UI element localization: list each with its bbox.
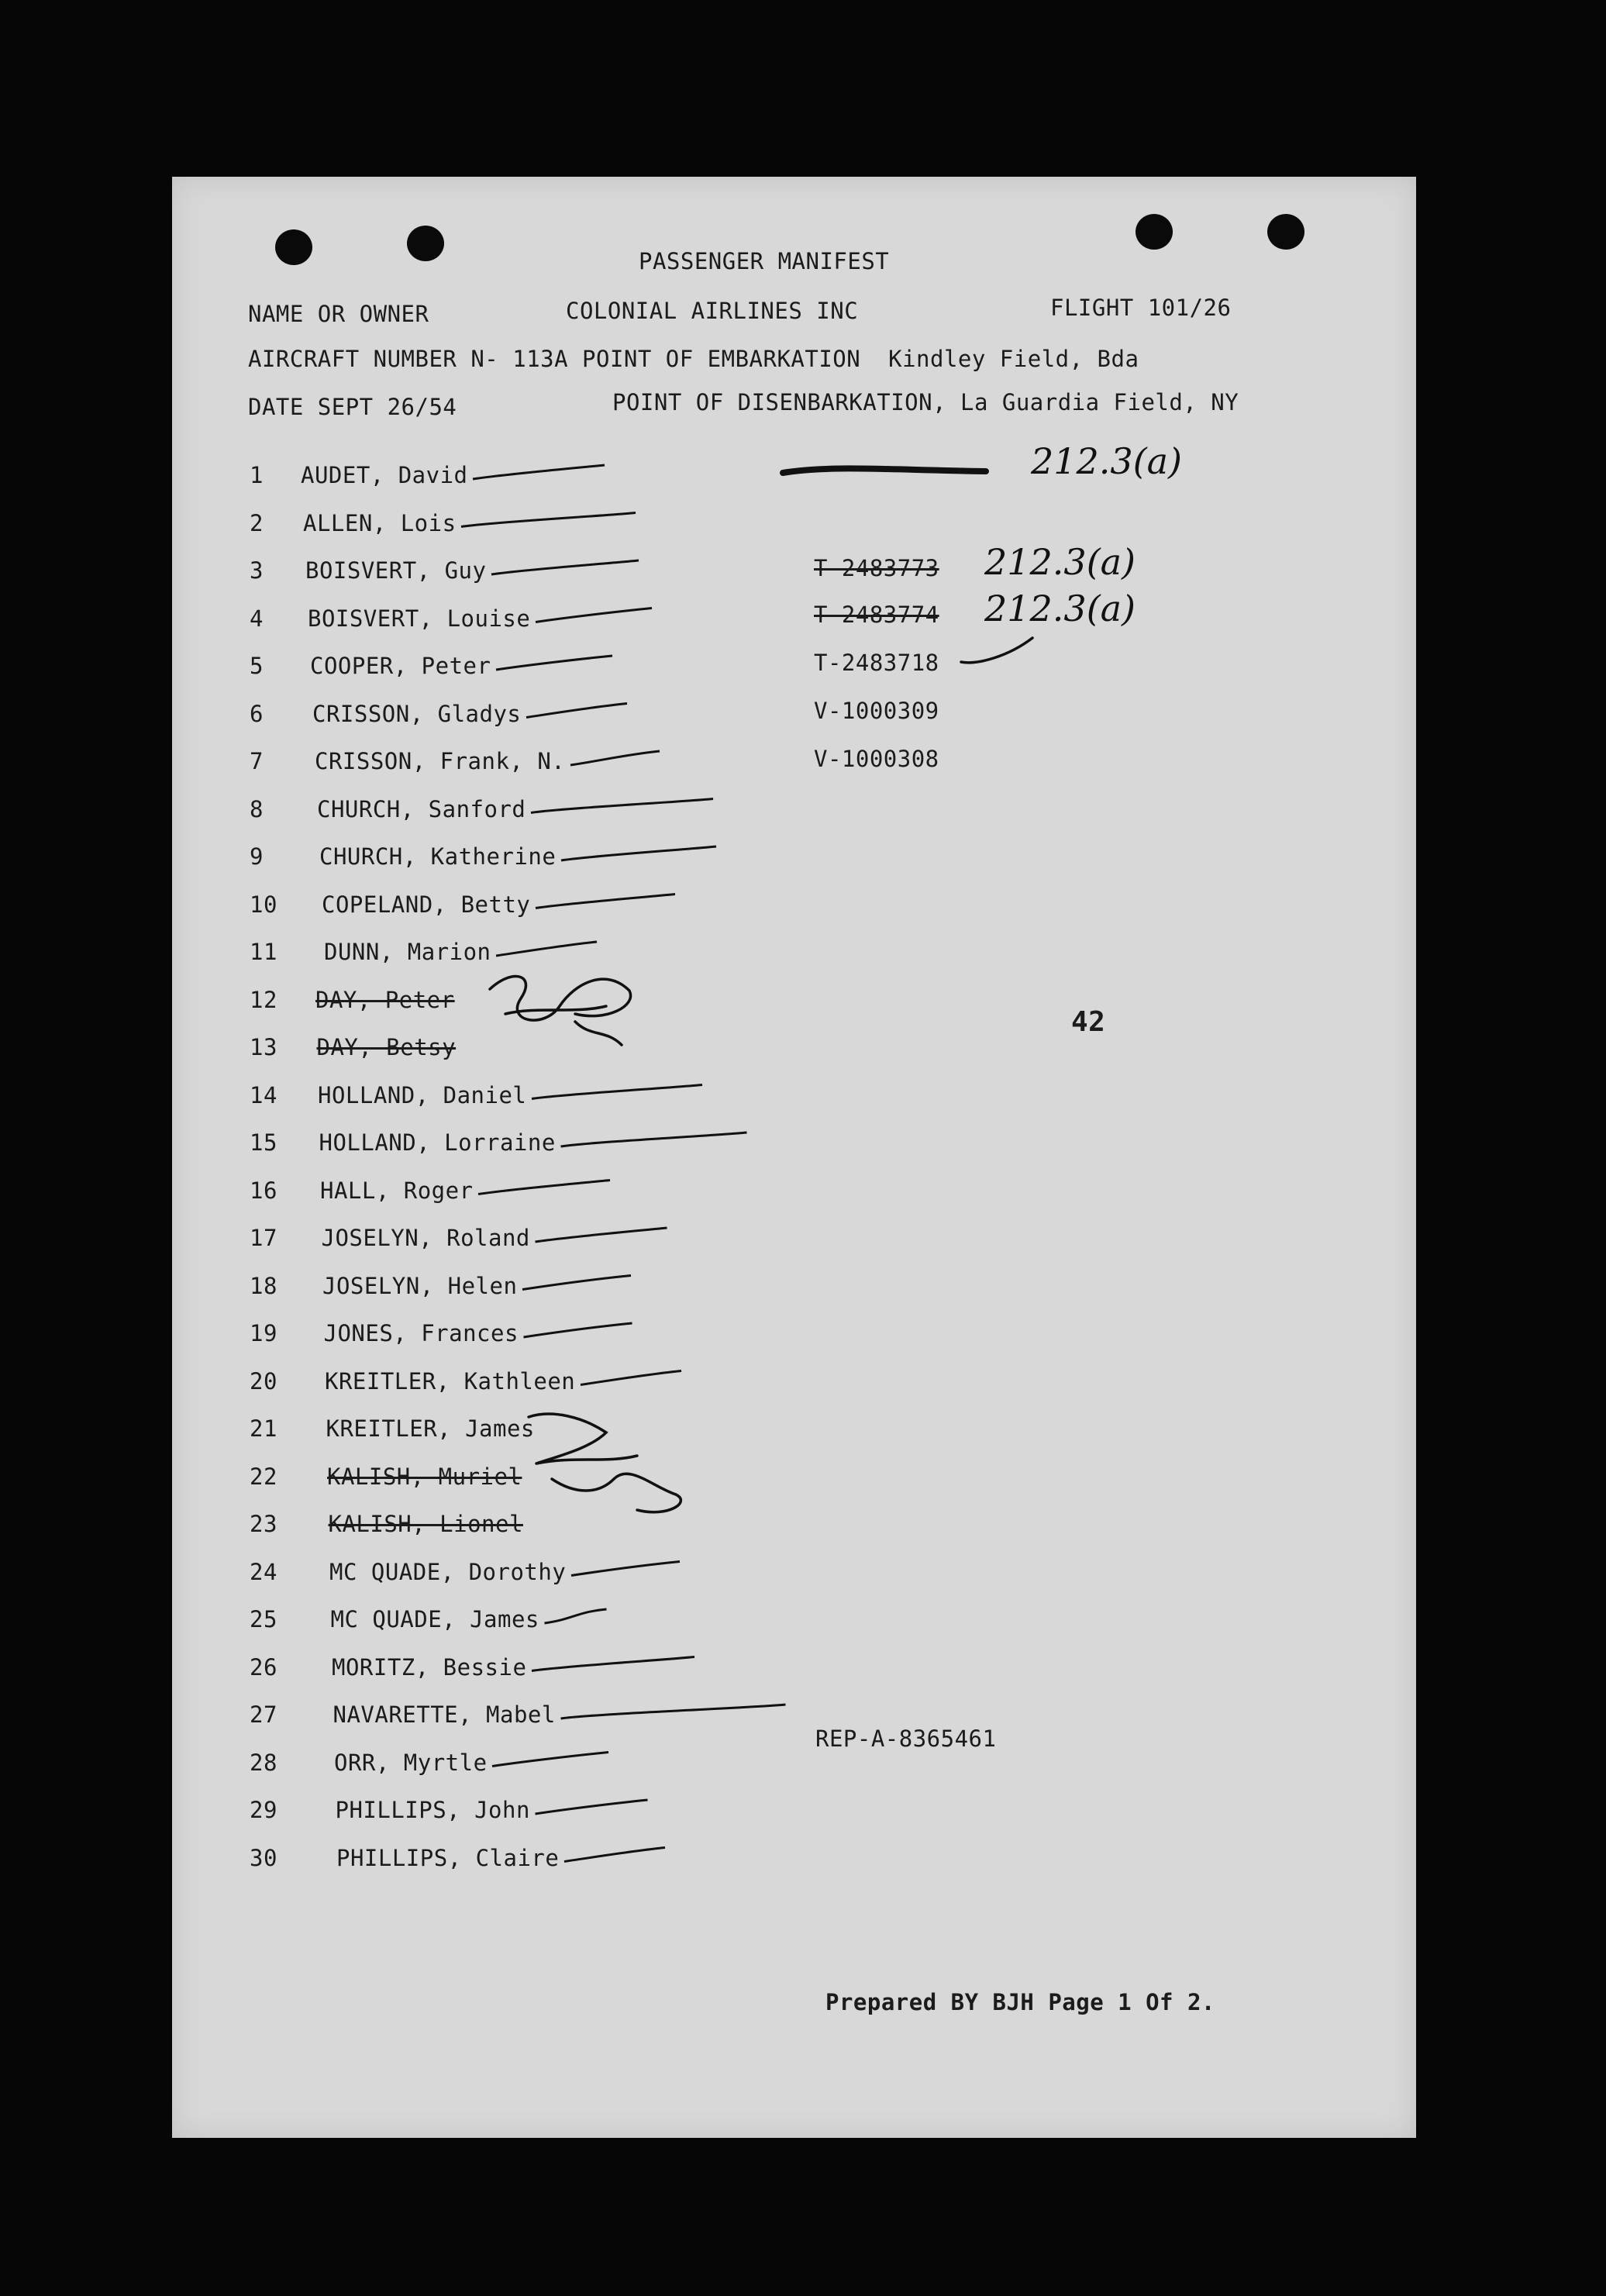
passenger-name: MC QUADE, Dorothy: [329, 1558, 567, 1585]
passport-number: T-2483774: [814, 602, 939, 628]
passport-number: T-2483773: [814, 555, 939, 581]
tick-line: [473, 465, 605, 479]
passenger-name: JONES, Frances: [323, 1320, 519, 1346]
aircraft-embarkation: AIRCRAFT NUMBER N- 113A POINT OF EMBARKATION Kindley Field, Bda: [248, 346, 1139, 372]
passenger-name: PHILLIPS, Claire: [336, 1844, 560, 1871]
row-number: 22: [250, 1463, 277, 1490]
manifest-date: DATE SEPT 26/54: [248, 394, 457, 420]
tick-line: [526, 704, 627, 718]
row-number: 19: [250, 1320, 277, 1346]
prepared-by-footer: Prepared BY BJH Page 1 Of 2.: [825, 1989, 1215, 2015]
owner-label: NAME OR OWNER: [248, 301, 429, 327]
passenger-name: KALISH, Lionel: [328, 1511, 523, 1537]
handwritten-note: 212.3(a): [984, 541, 1136, 583]
passenger-name: CHURCH, Katherine: [319, 843, 557, 870]
tick-line: [581, 1371, 681, 1385]
tick-line: [496, 656, 612, 670]
row-number: 10: [250, 891, 277, 918]
passenger-name: KREITLER, James: [326, 1415, 535, 1442]
row-number: 17: [250, 1225, 277, 1251]
passenger-name: MC QUADE, James: [330, 1606, 539, 1632]
passenger-name: KREITLER, Kathleen: [325, 1367, 576, 1394]
tick-line: [478, 1181, 610, 1195]
row-number: 14: [250, 1081, 277, 1108]
passenger-name: JOSELYN, Roland: [321, 1225, 530, 1251]
tick-line: [536, 1228, 667, 1242]
passenger-name: COOPER, Peter: [310, 653, 491, 679]
passenger-name: DAY, Betsy: [316, 1034, 457, 1060]
tick-line: [531, 799, 713, 813]
passenger-name: MORITZ, Bessie: [332, 1653, 527, 1681]
tick-line: [496, 942, 597, 956]
tick-line: [570, 751, 660, 765]
handwritten-note: 212.3(a): [984, 588, 1136, 629]
tick-line: [571, 1562, 680, 1576]
passenger-name: CRISSON, Gladys: [312, 700, 522, 727]
tick-line: [564, 1848, 665, 1862]
row-number: 24: [250, 1558, 277, 1585]
row-number: 13: [250, 1034, 277, 1060]
manifest-page: [172, 177, 1416, 2138]
passenger-name: CRISSON, Frank, N.: [315, 748, 566, 774]
passenger-name: DAY, Peter: [315, 986, 455, 1013]
flight-number: FLIGHT 101/26: [1050, 295, 1232, 321]
check-mark: [961, 638, 1032, 663]
scribble-strike: [783, 468, 986, 473]
row-number: 2: [250, 509, 264, 536]
tick-line: [545, 1609, 607, 1623]
passport-number: V-1000309: [814, 698, 939, 724]
passenger-name: COPELAND, Betty: [322, 891, 531, 918]
tick-line: [492, 1753, 608, 1767]
manifest-title: PASSENGER MANIFEST: [639, 248, 890, 274]
row-number: 25: [250, 1606, 277, 1632]
tick-line: [461, 513, 636, 527]
row-number: 11: [250, 939, 277, 965]
page-stamp-number: 42: [1071, 1006, 1106, 1038]
passenger-name: ORR, Myrtle: [334, 1749, 488, 1776]
passport-number: V-1000308: [814, 746, 939, 772]
passenger-name: HOLLAND, Lorraine: [319, 1129, 556, 1156]
row-number: 5: [250, 653, 264, 679]
passport-number: T-2483718: [814, 650, 939, 676]
row-number: 7: [250, 748, 264, 774]
tick-line: [561, 846, 716, 860]
passenger-name: AUDET, David: [301, 462, 468, 488]
row-number: 8: [250, 795, 264, 822]
passenger-name: BOISVERT, Louise: [308, 605, 531, 632]
row-number: 6: [250, 700, 264, 727]
tick-line: [532, 1085, 702, 1099]
row-number: 1: [250, 462, 264, 488]
tick-line: [561, 1132, 747, 1146]
passenger-name: PHILLIPS, John: [335, 1797, 530, 1823]
tick-line: [524, 1323, 632, 1337]
row-number: 27: [250, 1701, 277, 1728]
passenger-name: KALISH, Muriel: [327, 1463, 522, 1490]
row-number: 12: [250, 986, 277, 1013]
disembarkation-point: POINT OF DISENBARKATION, La Guardia Field, NY: [612, 389, 1239, 415]
row-number: 28: [250, 1749, 277, 1776]
reentry-permit-number: REP-A-8365461: [815, 1725, 997, 1752]
row-number: 30: [250, 1844, 277, 1871]
tick-line: [561, 1705, 786, 1719]
passenger-name: NAVARETTE, Mabel: [333, 1701, 556, 1728]
passenger-name: HOLLAND, Daniel: [318, 1081, 527, 1108]
row-number: 21: [250, 1415, 277, 1442]
passenger-name: JOSELYN, Helen: [322, 1272, 518, 1299]
signature-scribble: [529, 1414, 681, 1512]
row-number: 29: [250, 1797, 277, 1823]
tick-line: [491, 560, 639, 574]
passenger-name: HALL, Roger: [320, 1177, 474, 1204]
row-number: 23: [250, 1511, 277, 1537]
tick-line: [536, 608, 652, 622]
tick-line: [522, 1276, 631, 1290]
row-number: 3: [250, 557, 264, 584]
passenger-name: BOISVERT, Guy: [305, 557, 487, 584]
passenger-name: DUNN, Marion: [324, 939, 491, 965]
tick-line: [532, 1657, 694, 1671]
tick-line: [536, 895, 675, 908]
row-number: 4: [250, 605, 264, 632]
row-number: 9: [250, 843, 264, 870]
row-number: 20: [250, 1367, 277, 1394]
passenger-name: CHURCH, Sanford: [317, 795, 526, 822]
owner-value: COLONIAL AIRLINES INC: [566, 298, 859, 324]
row-number: 26: [250, 1653, 277, 1681]
row-number: 16: [250, 1177, 277, 1204]
passenger-name: ALLEN, Lois: [303, 509, 457, 536]
handwritten-note: 212.3(a): [1031, 440, 1183, 482]
signature-scribble: [490, 976, 631, 1045]
tick-line: [536, 1800, 648, 1814]
row-number: 15: [250, 1129, 277, 1156]
row-number: 18: [250, 1272, 277, 1299]
